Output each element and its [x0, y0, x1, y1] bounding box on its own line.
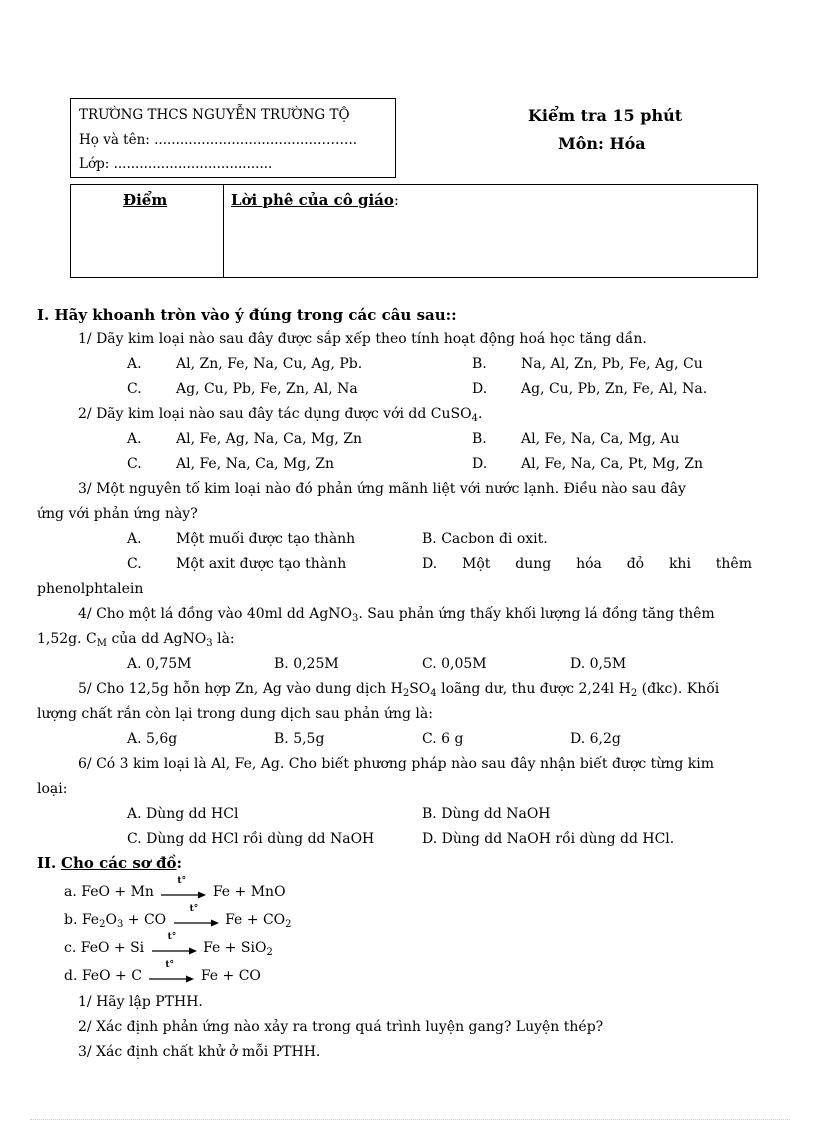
q5-line1 — [78, 681, 719, 697]
q4-option-a: A. 0,75M — [127, 656, 192, 672]
heat-label: t° — [167, 932, 177, 942]
q2-option-c: Al, Fe, Na, Ca, Mg, Zn — [176, 456, 335, 472]
q1-c-key: C. — [127, 381, 142, 397]
q2-text — [78, 406, 482, 422]
school-name: TRƯỜNG THCS NGUYỄN TRƯỜNG TỘ — [79, 107, 350, 123]
task-3: 3/ Xác định chất khử ở mỗi PTHH. — [78, 1044, 321, 1060]
heat-arrow-icon — [148, 960, 194, 983]
reaction-b-l3: + CO — [123, 912, 167, 928]
heat-label: t° — [165, 960, 175, 970]
reaction-a — [64, 876, 286, 900]
q5-option-b: B. 5,5g — [274, 731, 325, 747]
q4-line2-sub-m: M — [96, 638, 107, 649]
q5-l1-a: 5/ Cho 12,5g hỗn hợp Zn, Ag vào dung dịch H — [78, 681, 403, 697]
q2-option-d: Al, Fe, Na, Ca, Pt, Mg, Zn — [521, 456, 703, 472]
reaction-b-ls1: 2 — [99, 919, 106, 930]
q3-line2: ứng với phản ứng này? — [37, 506, 198, 522]
q4-line1-sub: 3 — [352, 613, 359, 624]
q3-option-a: Một muối được tạo thành — [176, 531, 356, 547]
reaction-a-left: a. FeO + Mn — [64, 884, 154, 900]
q2-option-b: Al, Fe, Na, Ca, Mg, Au — [521, 431, 680, 447]
q4-line1-end: . Sau phản ứng thấy khối lượng lá đồng tăng thêm — [358, 606, 715, 622]
q3-a-key: A. — [127, 531, 142, 547]
teacher-comment-colon: : — [393, 191, 399, 209]
reaction-b-rs: 2 — [285, 919, 292, 930]
teacher-comment-label — [231, 191, 399, 209]
q4-line2-sub-3: 3 — [206, 638, 213, 649]
q3-c-key: C. — [127, 556, 142, 572]
score-table — [70, 184, 758, 278]
reaction-b-l1: b. Fe — [64, 912, 100, 928]
q4-line2-a: 1,52g. C — [37, 631, 97, 647]
heat-label: t° — [189, 904, 199, 914]
reaction-d-right: Fe + CO — [200, 968, 261, 984]
q5-l1-b: SO — [409, 681, 431, 697]
q2-b-key: B. — [472, 431, 487, 447]
reaction-c-left: c. FeO + Si — [64, 940, 145, 956]
task-2: 2/ Xác định phản ứng nào xảy ra trong quá trình luyện gang? Luyện thép? — [78, 1019, 604, 1035]
reaction-a-right: Fe + MnO — [212, 884, 286, 900]
q3-d-word: khi — [668, 556, 691, 572]
q1-option-d: Ag, Cu, Pb, Zn, Fe, Al, Na. — [521, 381, 708, 397]
q4-option-d: D. 0,5M — [570, 656, 627, 672]
task-1: 1/ Hãy lập PTHH. — [78, 994, 203, 1010]
q1-d-key: D. — [472, 381, 488, 397]
q3-d-word: Một — [462, 556, 491, 572]
part1-title: I. Hãy khoanh tròn vào ý đúng trong các câu sau:: — [37, 306, 457, 324]
score-table-divider — [223, 185, 224, 277]
q4-line2 — [37, 631, 235, 647]
q1-text: 1/ Dãy kim loại nào sau đây được sắp xếp theo tính hoạt động hoá học tăng dần. — [78, 331, 647, 347]
reaction-b-ls2: 3 — [116, 919, 124, 930]
q2-text-sub: 4 — [471, 413, 478, 424]
q1-option-b: Na, Al, Zn, Pb, Fe, Ag, Cu — [521, 356, 703, 372]
q2-option-a: Al, Fe, Ag, Na, Ca, Mg, Zn — [176, 431, 362, 447]
q5-option-d: D. 6,2g — [570, 731, 621, 747]
heat-arrow-icon — [173, 904, 219, 927]
q5-option-a: A. 5,6g — [127, 731, 178, 747]
q4-line1-main: 4/ Cho một lá đồng vào 40ml dd AgNO — [78, 606, 353, 622]
q2-d-key: D. — [472, 456, 488, 472]
reaction-b-r1: Fe + CO — [225, 912, 286, 928]
heat-arrow-icon — [160, 876, 206, 899]
q2-a-key: A. — [127, 431, 142, 447]
q3-d-word: D. — [422, 556, 438, 572]
q5-option-c: C. 6 g — [422, 731, 464, 747]
q4-line2-b: của dd AgNO — [107, 631, 207, 647]
q4-option-b: B. 0,25M — [274, 656, 339, 672]
q3-d-word: hóa — [576, 556, 602, 572]
part2-num: II. — [37, 854, 57, 872]
part2-colon: : — [176, 854, 183, 872]
q3-d-word: dung — [515, 556, 552, 572]
q3-d-word: đỏ — [626, 556, 645, 572]
q1-option-c: Ag, Cu, Pb, Fe, Zn, Al, Na — [176, 381, 358, 397]
q3-option-b: B. Cacbon đi oxit. — [422, 531, 548, 547]
q2-text-end: . — [477, 406, 483, 422]
part2-title — [37, 854, 182, 872]
student-name-field: Họ và tên: .......................................…….. — [79, 132, 358, 148]
q6-option-b: B. Dùng dd NaOH — [422, 806, 551, 822]
q5-l1-sub3: 2 — [630, 688, 638, 699]
q4-line2-c: là: — [212, 631, 235, 647]
teacher-comment-text: Lời phê của cô giáo — [231, 191, 394, 209]
q3-option-d — [422, 556, 752, 572]
q3-d-word: thêm — [715, 556, 752, 572]
exam-subject: Môn: Hóa — [558, 134, 646, 153]
q2-text-main: 2/ Dãy kim loại nào sau đây tác dụng được với dd CuSO — [78, 406, 472, 422]
student-info-box — [70, 98, 396, 178]
q6-line2: loại: — [37, 781, 68, 797]
q3-option-d-tail: phenolphtalein — [37, 581, 144, 597]
heat-label: t° — [177, 876, 187, 886]
q2-c-key: C. — [127, 456, 142, 472]
q5-l1-sub1: 2 — [402, 688, 410, 699]
heat-arrow-icon — [151, 932, 197, 955]
reaction-c — [64, 932, 273, 958]
q4-option-c: C. 0,05M — [422, 656, 487, 672]
q6-option-a: A. Dùng dd HCl — [127, 806, 239, 822]
reaction-b — [64, 904, 292, 930]
q5-line2: lượng chất rắn còn lại trong dung dịch sau phản ứng là: — [37, 706, 433, 722]
score-label: Điểm — [123, 191, 168, 209]
q6-line1: 6/ Có 3 kim loại là Al, Fe, Ag. Cho biết phương pháp nào sau đây nhận biết được từng kim — [78, 756, 714, 772]
q1-option-a: Al, Zn, Fe, Na, Cu, Ag, Pb. — [176, 356, 363, 372]
reaction-c-r1: Fe + SiO — [203, 940, 267, 956]
reaction-d-left: d. FeO + C — [64, 968, 142, 984]
q5-l1-d: (đkc). Khối — [637, 681, 720, 697]
page-bottom-border — [30, 1119, 790, 1120]
q6-option-c: C. Dùng dd HCl rồi dùng dd NaOH — [127, 831, 375, 847]
reaction-c-rs: 2 — [266, 947, 273, 958]
q5-l1-sub2: 4 — [430, 688, 437, 699]
exam-title: Kiểm tra 15 phút — [528, 106, 683, 125]
q6-option-d: D. Dùng dd NaOH rồi dùng dd HCl. — [422, 831, 675, 847]
q5-l1-c: loãng dư, thu được 2,24l H — [436, 681, 631, 697]
part2-text: Cho các sơ đồ — [61, 854, 177, 872]
q3-line1: 3/ Một nguyên tố kim loại nào đó phản ứng mãnh liệt với nước lạnh. Điều nào sau đây — [78, 481, 686, 497]
reaction-b-l2: O — [105, 912, 117, 928]
q4-line1 — [78, 606, 715, 622]
reaction-d — [64, 960, 261, 984]
q1-b-key: B. — [472, 356, 487, 372]
class-field: Lớp: ..................................... — [79, 156, 273, 172]
q3-option-c: Một axit được tạo thành — [176, 556, 347, 572]
q1-a-key: A. — [127, 356, 142, 372]
